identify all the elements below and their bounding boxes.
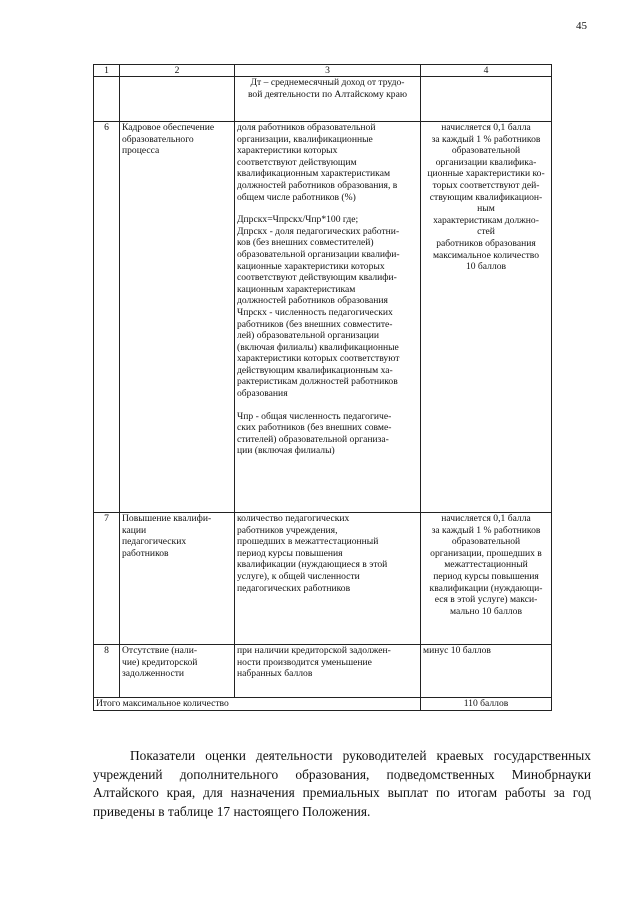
criterion-score: начисляется 0,1 балла за каждый 1 % работников образовательной организации, прошедших в межаттестационный период курсы повышения квалификации (нуждающи- еся в этой услуге) макси- мально 10 баллов — [421, 513, 552, 645]
header-col-4: 4 — [421, 65, 552, 77]
row-number: 6 — [94, 122, 120, 513]
page-number: 45 — [576, 20, 587, 32]
body-paragraph-text: Показатели оценки деятельности руководителей краевых государственных учреждений дополнительного образования, подведомственных Минобрнауки Алтайского края, для назначения премиальных выплат по итогам работы за год приведены в таблице 17 настоящего Положения. — [93, 748, 591, 819]
total-value: 110 баллов — [421, 698, 552, 711]
table-row-7 — [94, 513, 552, 645]
row-number: 8 — [94, 645, 120, 698]
header-col-2: 2 — [120, 65, 235, 77]
criterion-score: начисляется 0,1 балла за каждый 1 % работников образовательной организации квалифика- ционные характеристики ко- торых соответствуют дей- ствующим квалификацион- ным характеристикам должно- стей работников образования максимальное количество 10 баллов — [421, 122, 552, 513]
criterion-name: Кадровое обеспечение образовательного процесса — [120, 122, 235, 513]
criterion-description: при наличии кредиторской задолжен- ности производится уменьшение набранных баллов — [235, 645, 421, 698]
description-part-1: доля работников образовательной организации, квалификационные характеристики которых соответствуют действующим квалификационным характеристикам должностей работников образования, в общем числе работников (%) — [237, 122, 398, 203]
criterion-description: количество педагогических работников учреждения, прошедших в межаттестационный период курсы повышения квалификации (нуждающиеся в этой услуге), к общей численности педагогических работников — [235, 513, 421, 645]
header-col-1: 1 — [94, 65, 120, 77]
header-col-3: 3 — [235, 65, 421, 77]
criterion-name: Отсутствие (нали- чие) кредиторской задолженности — [120, 645, 235, 698]
table-row-continuation — [94, 77, 552, 122]
table-row-8 — [94, 645, 552, 698]
criterion-name: Повышение квалифи- кации педагогических работников — [120, 513, 235, 645]
criteria-table — [93, 64, 552, 711]
table-row-total — [94, 698, 552, 711]
criterion-description — [235, 122, 421, 513]
table-header-row — [94, 65, 552, 77]
description-part-3: Чпр - общая численность педагогиче- ских работников (без внешних совме- стителей) образовательной организа- ции (включая филиалы) — [237, 410, 392, 457]
criterion-score: минус 10 баллов — [421, 645, 552, 698]
table-row-6 — [94, 122, 552, 513]
body-paragraph — [93, 747, 591, 821]
row-number: 7 — [94, 513, 120, 645]
total-label: Итого максимальное количество — [94, 698, 421, 711]
description-part-2: Дпрскх=Чпрскх/Чпр*100 где; Дпрскх - доля педагогических работни- ков (без внешних совместителей) образовательной организации квалифи- кационные характеристики которых соответствуют действующим квалифи- кационным характеристикам должностей работников образования Чпрскх - численность педагогических работников (без внешних совместите- лей) образовательной организации (включая филиалы) квалификационные характеристики которых соответствуют действующим квалификационным ха- рактеристикам должностей работников образования — [237, 214, 400, 400]
formula-note: Дт – среднемесячный доход от трудо- вой деятельности по Алтайскому краю — [235, 77, 421, 122]
